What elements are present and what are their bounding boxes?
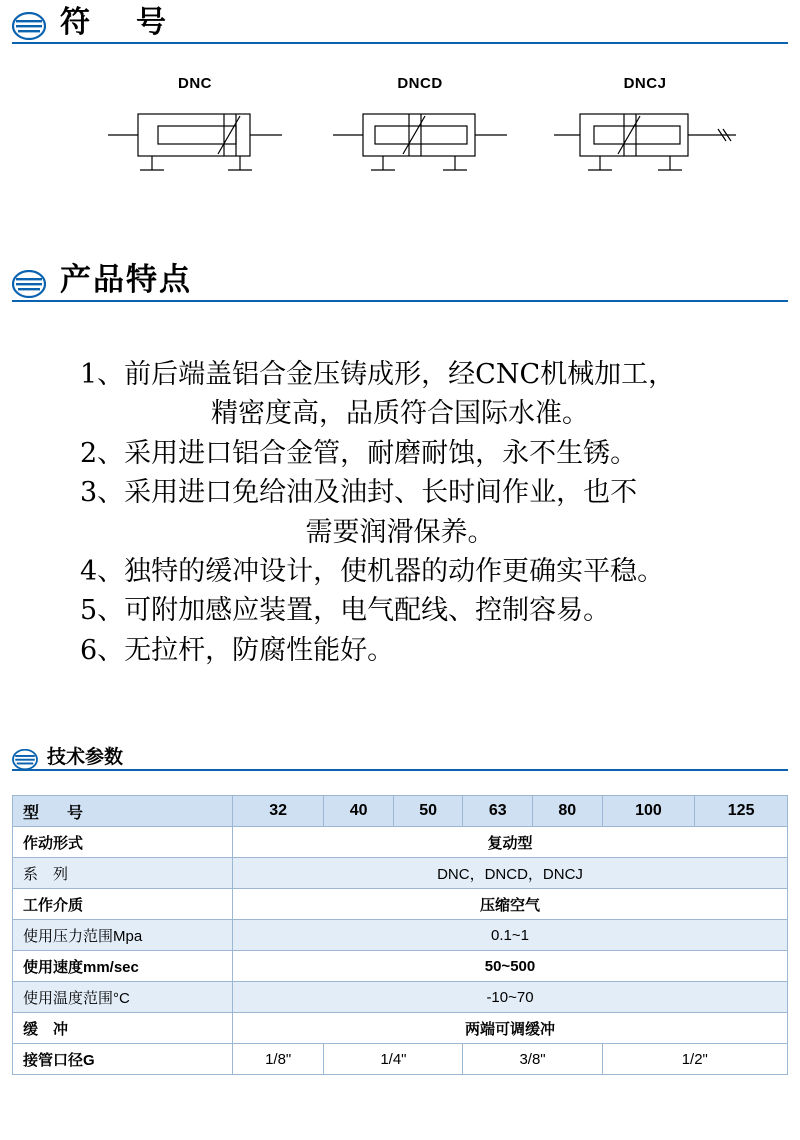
- symbol-item: [325, 75, 515, 181]
- dncd-cylinder-icon: [325, 163, 515, 180]
- company-logo-icon: [12, 12, 46, 40]
- list-item: [0, 591, 800, 630]
- table-header-size: 63: [463, 796, 533, 827]
- symbol-item: [100, 75, 290, 181]
- table-row: [13, 858, 788, 889]
- params-section-header: [12, 748, 788, 771]
- feature-line: 精密度高，品质符合国际水准。: [211, 398, 589, 430]
- symbol-label: DNCJ: [623, 75, 667, 92]
- row-value: -10~70: [233, 982, 788, 1013]
- table-row: [13, 1013, 788, 1044]
- list-item: [0, 631, 800, 670]
- features-section-header: [12, 262, 788, 302]
- feature-line: 2、采用进口铝合金管，耐磨耐蚀，永不生锈。: [80, 437, 638, 469]
- row-value: 两端可调缓冲: [233, 1013, 788, 1044]
- feature-line: 6、无拉杆，防腐性能好。: [80, 634, 395, 666]
- symbol-section-header: [12, 5, 788, 44]
- list-item: [0, 355, 800, 434]
- symbol-label: DNCD: [397, 75, 443, 92]
- table-header-size: 100: [602, 796, 695, 827]
- company-logo-icon: [12, 270, 46, 298]
- dncj-cylinder-icon: [550, 163, 740, 180]
- row-value: 复动型: [233, 827, 788, 858]
- features-section-rule: [12, 300, 788, 302]
- symbol-section-title: 符 号: [60, 5, 174, 40]
- feature-line: 1、前后端盖铝合金压铸成形，经CNC机械加工，: [80, 359, 676, 390]
- symbol-label: DNC: [178, 75, 212, 92]
- feature-line: 5、可附加感应装置，电气配线、控制容易。: [80, 595, 611, 627]
- table-row: [13, 951, 788, 982]
- row-value: DNC，DNCD，DNCJ: [233, 858, 788, 889]
- row-value: 50~500: [233, 951, 788, 982]
- row-value: 压缩空气: [233, 889, 788, 920]
- row-value: 0.1~1: [233, 920, 788, 951]
- table-header-label: 型 号: [13, 796, 233, 827]
- feature-line: 需要润滑保养。: [305, 516, 495, 548]
- row-label: 作动形式: [13, 827, 233, 858]
- row-label: 使用速度mm/sec: [13, 951, 233, 982]
- table-row: [13, 982, 788, 1013]
- tech-params-table-wrap: [12, 795, 788, 1075]
- table-row: [13, 889, 788, 920]
- symbol-item: [550, 75, 740, 181]
- company-logo-icon: [12, 749, 38, 770]
- row-value: 3/8": [463, 1044, 602, 1075]
- row-value: 1/4": [324, 1044, 463, 1075]
- dnc-cylinder-icon: [100, 163, 290, 180]
- table-header-size: 40: [324, 796, 394, 827]
- table-header-size: 32: [233, 796, 324, 827]
- table-row: [13, 920, 788, 951]
- table-row: [13, 827, 788, 858]
- features-list: [0, 355, 800, 670]
- row-value: 1/2": [602, 1044, 787, 1075]
- table-header-size: 50: [393, 796, 463, 827]
- table-header-size: 125: [695, 796, 788, 827]
- row-value: 1/8": [233, 1044, 324, 1075]
- table-header-size: 80: [533, 796, 603, 827]
- symbol-diagrams: [100, 75, 740, 181]
- feature-line: 4、独特的缓冲设计，使机器的动作更确实平稳。: [80, 556, 665, 588]
- row-label: 工作介质: [13, 889, 233, 920]
- params-section-title: 技术参数: [47, 746, 124, 768]
- row-label: 使用压力范围Mpa: [13, 920, 233, 951]
- params-section-rule: [12, 769, 788, 771]
- row-label: 缓 冲: [13, 1013, 233, 1044]
- table-row: [13, 1044, 788, 1075]
- list-item: [0, 473, 800, 552]
- features-section-title: 产品特点: [60, 262, 192, 298]
- list-item: [0, 434, 800, 473]
- list-item: [0, 552, 800, 591]
- row-label: 使用温度范围°C: [13, 982, 233, 1013]
- symbol-section-rule: [12, 42, 788, 44]
- row-label: 接管口径G: [13, 1044, 233, 1075]
- feature-line: 3、采用进口免给油及油封、长时间作业，也不: [80, 477, 638, 509]
- table-header-row: [13, 796, 788, 827]
- row-label: 系 列: [13, 858, 233, 889]
- tech-params-table: [12, 795, 788, 1075]
